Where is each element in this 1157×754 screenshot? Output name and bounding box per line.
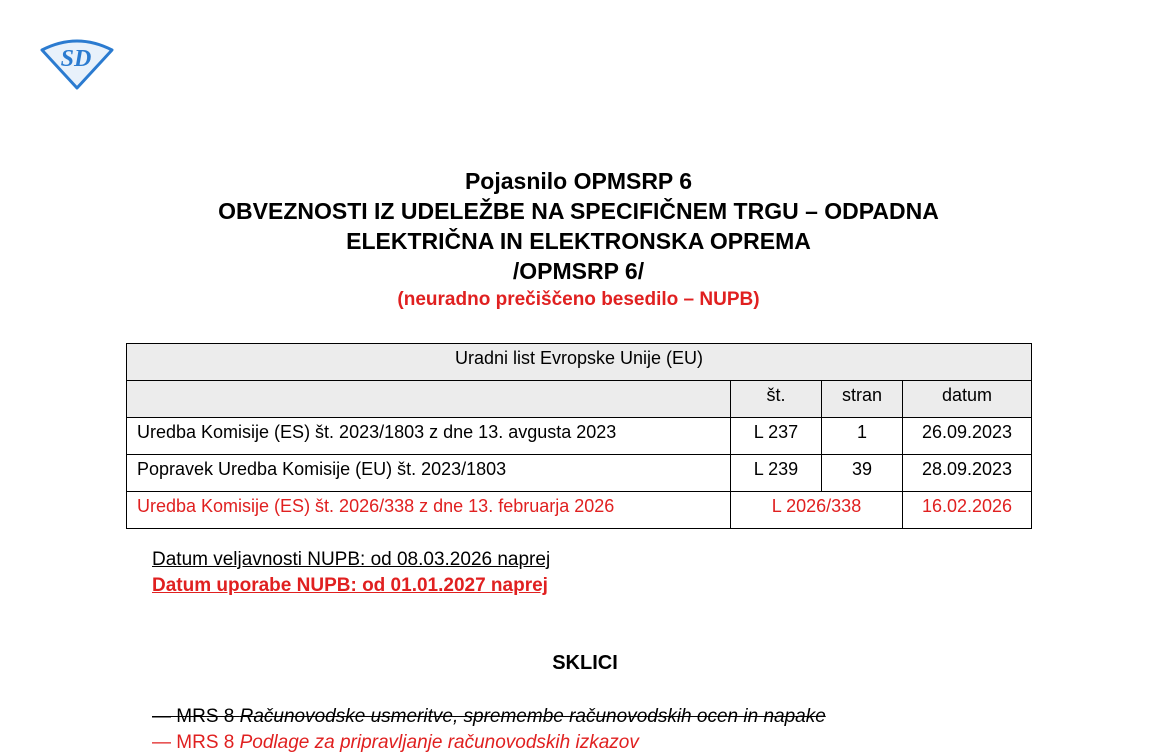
table-row	[127, 455, 1032, 492]
table-row	[127, 492, 1032, 529]
use-date: Datum uporabe NUPB: od 01.01.2027 naprej	[152, 575, 548, 596]
nupb-dates	[152, 547, 550, 599]
title-line-4: /OPMSRP 6/	[512, 258, 645, 284]
column-header-stran: stran	[822, 381, 903, 418]
official-journal-table	[126, 343, 1032, 529]
reference-code: — MRS 8	[152, 706, 240, 727]
validity-date: Datum veljavnosti NUPB: od 08.03.2026 naprej	[152, 549, 551, 570]
reference-code: — MRS 8	[152, 732, 240, 753]
column-header-st: št.	[731, 381, 822, 418]
row-datum: 16.02.2026	[903, 492, 1032, 529]
title-line-1: Pojasnilo OPMSRP 6	[464, 168, 693, 194]
company-logo	[40, 34, 114, 90]
row-stran: 1	[822, 418, 903, 455]
title-line-2: OBVEZNOSTI IZ UDELEŽBE NA SPECIFIČNEM TRGU – ODPADNA	[218, 198, 939, 224]
row-label: Popravek Uredba Komisije (EU) št. 2023/1803	[127, 455, 731, 492]
row-stran: 39	[822, 455, 903, 492]
table-row	[127, 418, 1032, 455]
reference-item	[152, 732, 639, 754]
reference-item	[152, 706, 826, 728]
row-datum: 28.09.2023	[903, 455, 1032, 492]
title-line-3: ELEKTRIČNA IN ELEKTRONSKA OPREMA	[346, 228, 811, 254]
logo-text: SD	[60, 46, 92, 72]
row-st: L 239	[731, 455, 822, 492]
row-datum: 26.09.2023	[903, 418, 1032, 455]
row-st: L 237	[731, 418, 822, 455]
column-header-datum: datum	[903, 381, 1032, 418]
document-title	[0, 166, 1157, 314]
document-subtitle: (neuradno prečiščeno besedilo – NUPB)	[397, 289, 760, 310]
table-header-blank	[127, 381, 731, 418]
sklici-heading: SKLICI	[552, 652, 618, 674]
row-label: Uredba Komisije (ES) št. 2026/338 z dne 13. februarja 2026	[127, 492, 731, 529]
table-header: Uradni list Evropske Unije (EU)	[127, 344, 1032, 381]
reference-title: Računovodske usmeritve, spremembe računovodskih ocen in napake	[239, 706, 826, 727]
row-st-merged: L 2026/338	[731, 492, 903, 529]
row-label: Uredba Komisije (ES) št. 2023/1803 z dne 13. avgusta 2023	[127, 418, 731, 455]
reference-title: Podlage za pripravljanje računovodskih izkazov	[239, 732, 639, 753]
